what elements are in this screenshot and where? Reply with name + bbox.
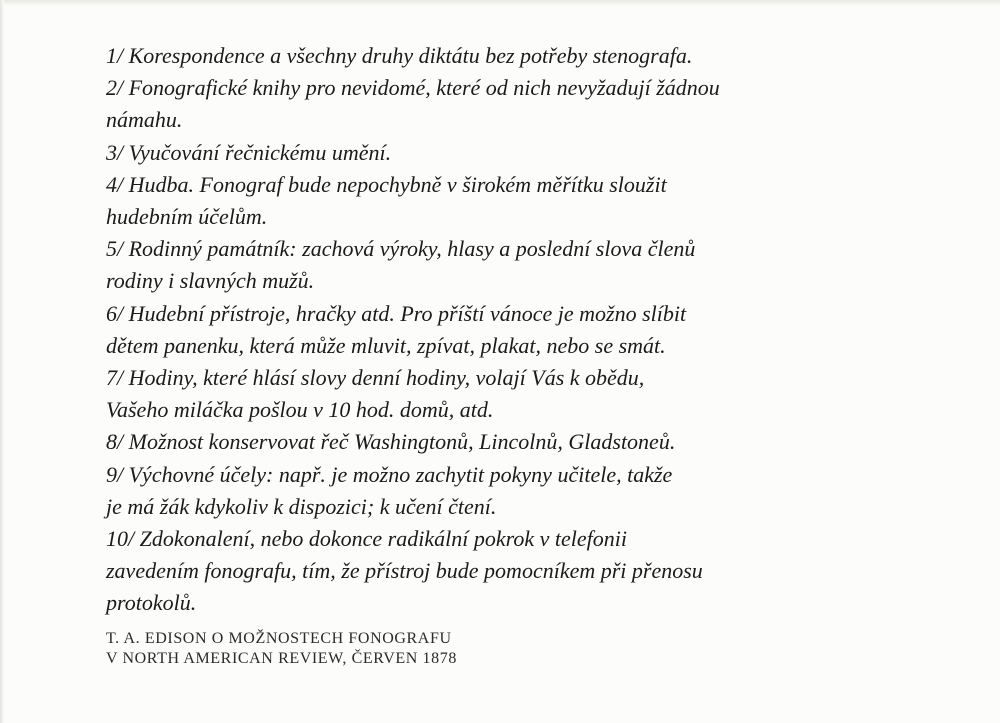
- text-line: Vašeho miláčka pošlou v 10 hod. domů, atd.: [106, 397, 494, 423]
- text-line: 10/ Zdokonalení, nebo dokonce radikální pokrok v telefonii: [106, 526, 627, 552]
- caption-line-1: T. A. EDISON O MOŽNOSTECH FONOGRAFU: [106, 630, 452, 647]
- text-line: rodiny i slavných mužů.: [106, 268, 315, 294]
- text-line: 3/ Vyučování řečnickému umění.: [106, 139, 392, 165]
- text-line: 8/ Možnost konservovat řeč Washingtonů, Lincolnů, Gladstoneů.: [106, 429, 676, 455]
- source-caption: [106, 629, 457, 669]
- text-line: zavedením fonografu, tím, že přístroj bude pomocníkem při přenosu: [106, 558, 703, 584]
- text-line: 4/ Hudba. Fonograf bude nepochybně v širokém měřítku sloužit: [106, 171, 667, 197]
- text-line: dětem panenku, která může mluvit, zpívat, plakat, nebo se smát.: [106, 332, 666, 358]
- text-line: je má žák kdykoliv k dispozici; k učení čtení.: [106, 493, 497, 519]
- text-line: 6/ Hudební přístroje, hračky atd. Pro příští vánoce je možno slíbit: [106, 300, 687, 326]
- left-edge-shadow: [0, 0, 4, 723]
- text-line: 5/ Rodinný památník: zachová výroky, hlasy a poslední slova členů: [106, 236, 696, 262]
- top-edge-shadow: [0, 0, 1000, 6]
- text-line: hudebním účelům.: [106, 204, 268, 230]
- text-line: 9/ Výchovné účely: např. je možno zachytit pokyny učitele, takže: [106, 461, 673, 487]
- text-line: 2/ Fonografické knihy pro nevidomé, které od nich nevyžadují žádnou: [106, 75, 720, 101]
- body-text: [106, 40, 896, 620]
- text-line: 7/ Hodiny, které hlásí slovy denní hodiny, volají Vás k obědu,: [106, 365, 645, 391]
- text-line: námahu.: [106, 107, 183, 133]
- caption-line-2: V NORTH AMERICAN REVIEW, ČERVEN 1878: [106, 650, 457, 667]
- text-line: 1/ Korespondence a všechny druhy diktátu bez potřeby stenografa.: [106, 43, 693, 68]
- text-line: protokolů.: [106, 590, 197, 616]
